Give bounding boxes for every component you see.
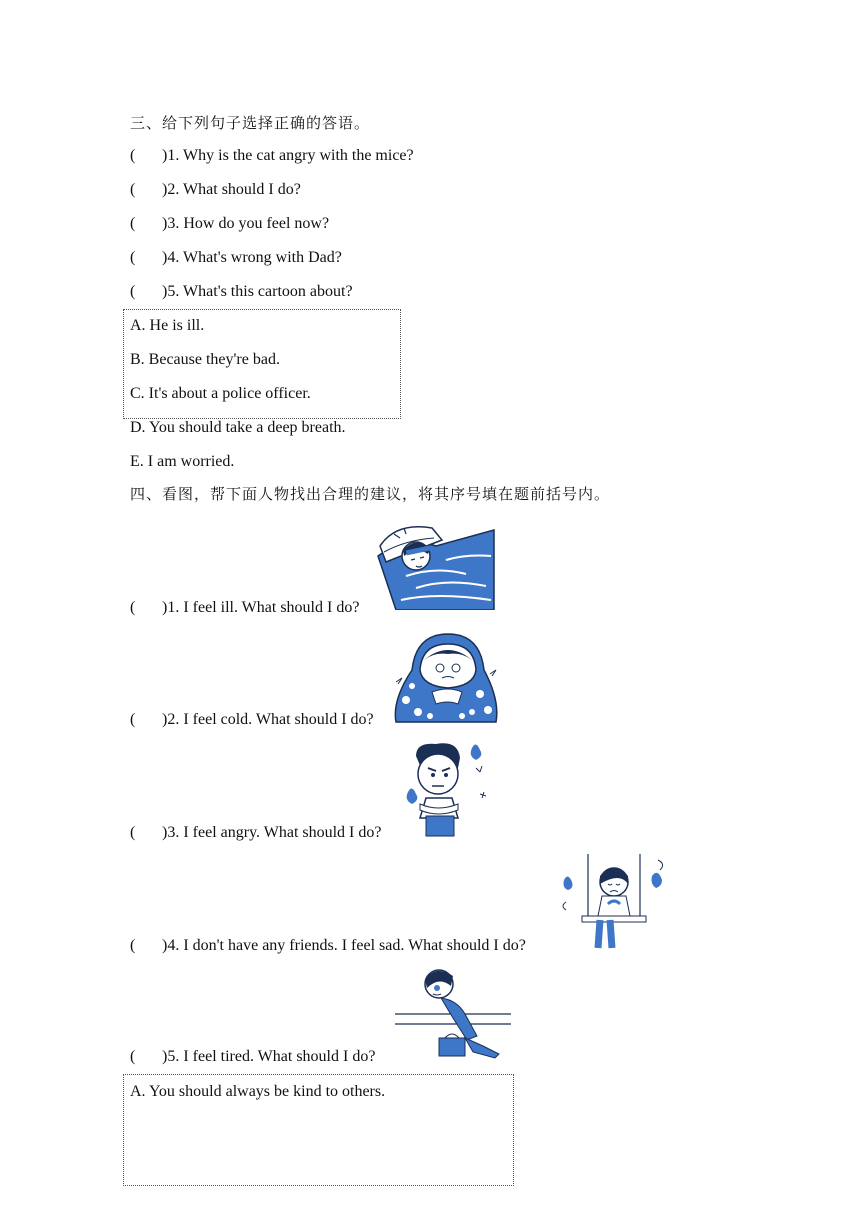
answer-blank[interactable]: ( — [130, 249, 136, 266]
s3-option-a: A. He is ill. — [130, 317, 205, 334]
answer-blank[interactable]: ( — [130, 1048, 136, 1065]
s4-question-3: ( )3. I feel angry. What should I do? — [130, 824, 382, 841]
answer-blank[interactable]: ( — [130, 181, 136, 198]
cold-under-blanket-illustration — [392, 630, 500, 724]
s4-option-a: A. You should always be kind to others. — [130, 1083, 386, 1100]
answer-blank[interactable]: ( — [130, 824, 136, 841]
answer-blank[interactable]: ( — [130, 711, 136, 728]
s4-question-5: ( )5. I feel tired. What should I do? — [130, 1048, 376, 1065]
sad-girl-on-swing-illustration — [558, 854, 670, 952]
s3-option-d: D. You should take a deep breath. — [130, 419, 346, 436]
s4-question-4: ( )4. I don't have any friends. I feel sad. What should I do? — [130, 937, 526, 954]
s4-question-1: ( )1. I feel ill. What should I do? — [130, 599, 360, 616]
s3-option-e: E. I am worried. — [130, 453, 235, 470]
s3-question-3: ( )3. How do you feel now? — [130, 215, 330, 232]
s3-question-5: ( )5. What's this cartoon about? — [130, 283, 353, 300]
answer-blank[interactable]: ( — [130, 283, 136, 300]
answer-blank[interactable]: ( — [130, 599, 136, 616]
s3-question-2: ( )2. What should I do? — [130, 181, 301, 198]
section-3-heading: 三、给下列句子选择正确的答语。 — [130, 114, 371, 132]
tired-boy-illustration — [395, 966, 511, 1060]
s3-option-b: B. Because they're bad. — [130, 351, 280, 368]
angry-boy-illustration — [402, 742, 494, 838]
s3-question-1: ( )1. Why is the cat angry with the mice? — [130, 147, 414, 164]
s3-option-c: C. It's about a police officer. — [130, 385, 311, 402]
answer-blank[interactable]: ( — [130, 215, 136, 232]
sick-in-bed-illustration — [376, 516, 496, 610]
answer-blank[interactable]: ( — [130, 937, 136, 954]
section-4-heading: 四、看图，帮下面人物找出合理的建议，将其序号填在题前括号内。 — [130, 485, 611, 503]
s4-question-2: ( )2. I feel cold. What should I do? — [130, 711, 374, 728]
s3-question-4: ( )4. What's wrong with Dad? — [130, 249, 342, 266]
answer-blank[interactable]: ( — [130, 147, 136, 164]
